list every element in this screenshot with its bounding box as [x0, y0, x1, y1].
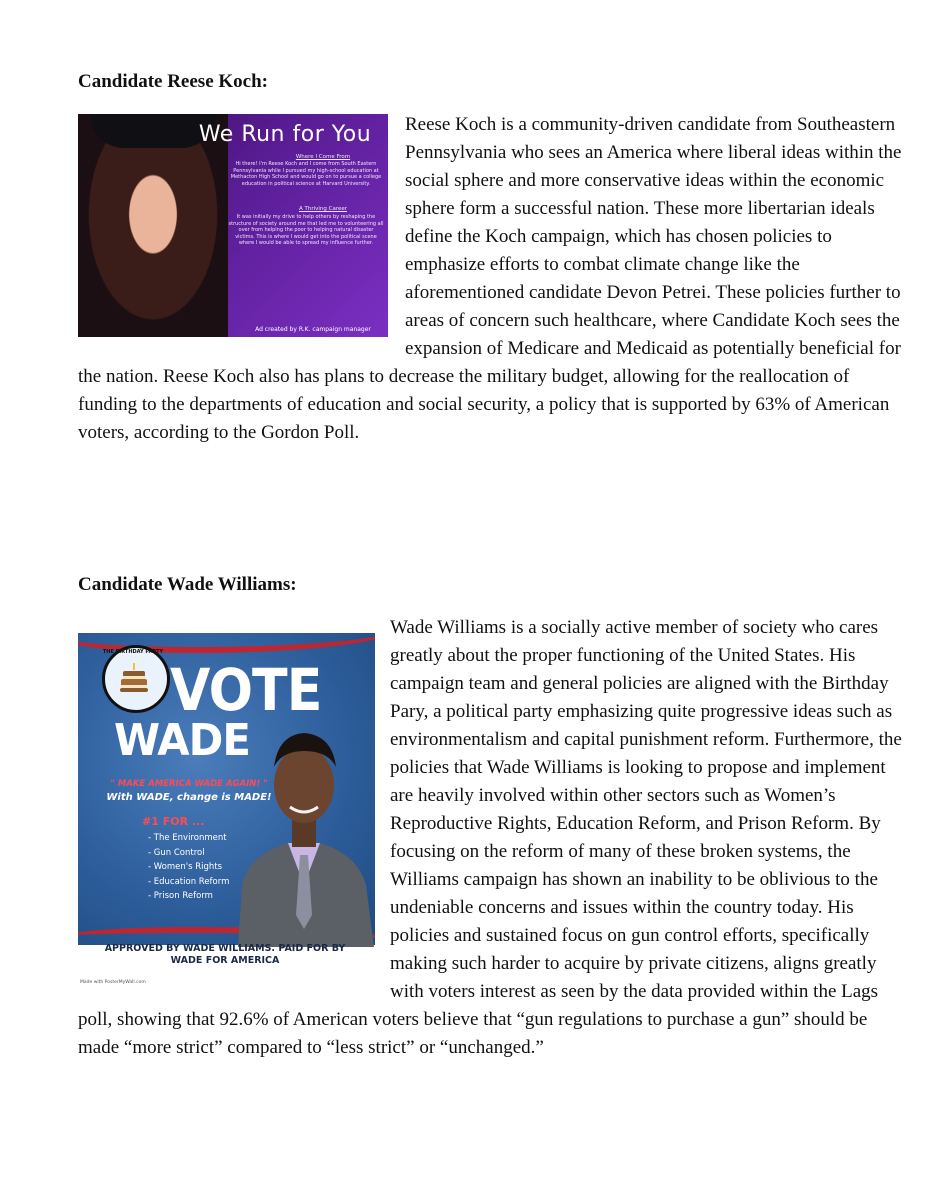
ad-career-heading: A Thriving Career [298, 206, 348, 212]
birthday-cake-icon [120, 663, 148, 693]
candidate-body [78, 111, 904, 447]
candidate-heading: Candidate Reese Koch: [78, 71, 268, 92]
ad-career-text: It was initially my drive to help others by reshaping the structure of society around me that led me to volunteering all over from helping the poor to helping natural disaster victims. This is where I would get into the political scene where I would be able to spread my influence further. [228, 214, 384, 246]
ad-where-heading: Where I Come From [295, 154, 351, 160]
wade-williams-campaign-poster [78, 615, 375, 987]
campaign-tagline: With WADE, change is MADE! [106, 792, 272, 803]
made-with-credit: Made with PosterMyWall.com [80, 980, 146, 985]
candidate-photo [228, 715, 375, 947]
ad-credit: Ad created by R.K. campaign manager [255, 326, 371, 333]
ad-where-text: Hi there! I'm Reese Koch and I come from South Eastern Pennsylvania while I pursued my high-school education at Methacton High School and would go on to pursue a college education in political science at Harvard University. [230, 161, 382, 187]
vote-headline: VOTE [170, 656, 322, 724]
candidate-heading: Candidate Wade Williams: [78, 574, 297, 595]
candidate-reese-koch-section [78, 70, 904, 447]
issue-list [148, 831, 229, 904]
party-name: THE BIRTHDAY PARTY [102, 649, 164, 655]
list-item: - Education Reform [148, 876, 230, 887]
candidate-description: Wade Williams is a socially active member of society who cares greatly about the proper functioning of the United States. His campaign team and general policies are aligned with the Birthday Pary, a political party emphasizing quite progressive ideas such as environmentalism and capital punishment reform. Furthermore, the policies that Wade Williams is looking to propose and implement are heavily involved within other sectors such as Women’s Reproductive Rights, Education Reform, and Prison Reform. By focusing on the reform of many of these broken systems, the Williams campaign has shown an inability to be oblivious to the undeniable concerns and issues within the country today. His policies and sustained focus on gun control efforts, specifically making such harder to acquire by private citizens, aligns greatly with voters interest as seen by the data provided within the Lags poll, showing that 92.6% of American voters believe that “gun regulations to purchase a gun” should be made “more strict” compared to “less strict” or “unchanged.” [78, 617, 902, 1058]
list-item: - Prison Reform [148, 891, 213, 901]
campaign-slogan: " MAKE AMERICA WADE AGAIN! " [110, 779, 268, 789]
list-item: - Gun Control [148, 847, 205, 858]
list-item: - Women's Rights [148, 862, 223, 872]
reese-koch-campaign-ad [78, 114, 388, 337]
approved-by-notice: APPROVED BY WADE WILLIAMS. PAID FOR BY WADE FOR AMERICA [104, 943, 346, 966]
list-item: - The Environment [148, 833, 227, 843]
candidate-description: Reese Koch is a community-driven candidate from Southeastern Pennsylvania who sees an America where liberal ideas within the social sphere and more conservative ideas within the economic sphere form a successful nation. These more libertarian ideals define the Koch campaign, which has chosen policies to emphasize efforts to combat climate change like the aforementioned candidate Devon Petrei. These policies further to areas of concern such healthcare, where Candidate Koch sees the expansion of Medicare and Medicaid as potentially beneficial for the nation. Reese Koch also has plans to decrease the military budget, allowing for the reallocation of funding to the departments of education and social security, a policy that is supported by 63% of American voters, according to the Gordon Poll. [78, 114, 902, 443]
candidate-name-headline: WADE [114, 715, 251, 766]
ad-title: We Run for You [198, 122, 372, 147]
candidate-body [78, 614, 904, 1062]
candidate-wade-williams-section [78, 573, 904, 1062]
number-one-label: #1 FOR ... [142, 815, 205, 828]
